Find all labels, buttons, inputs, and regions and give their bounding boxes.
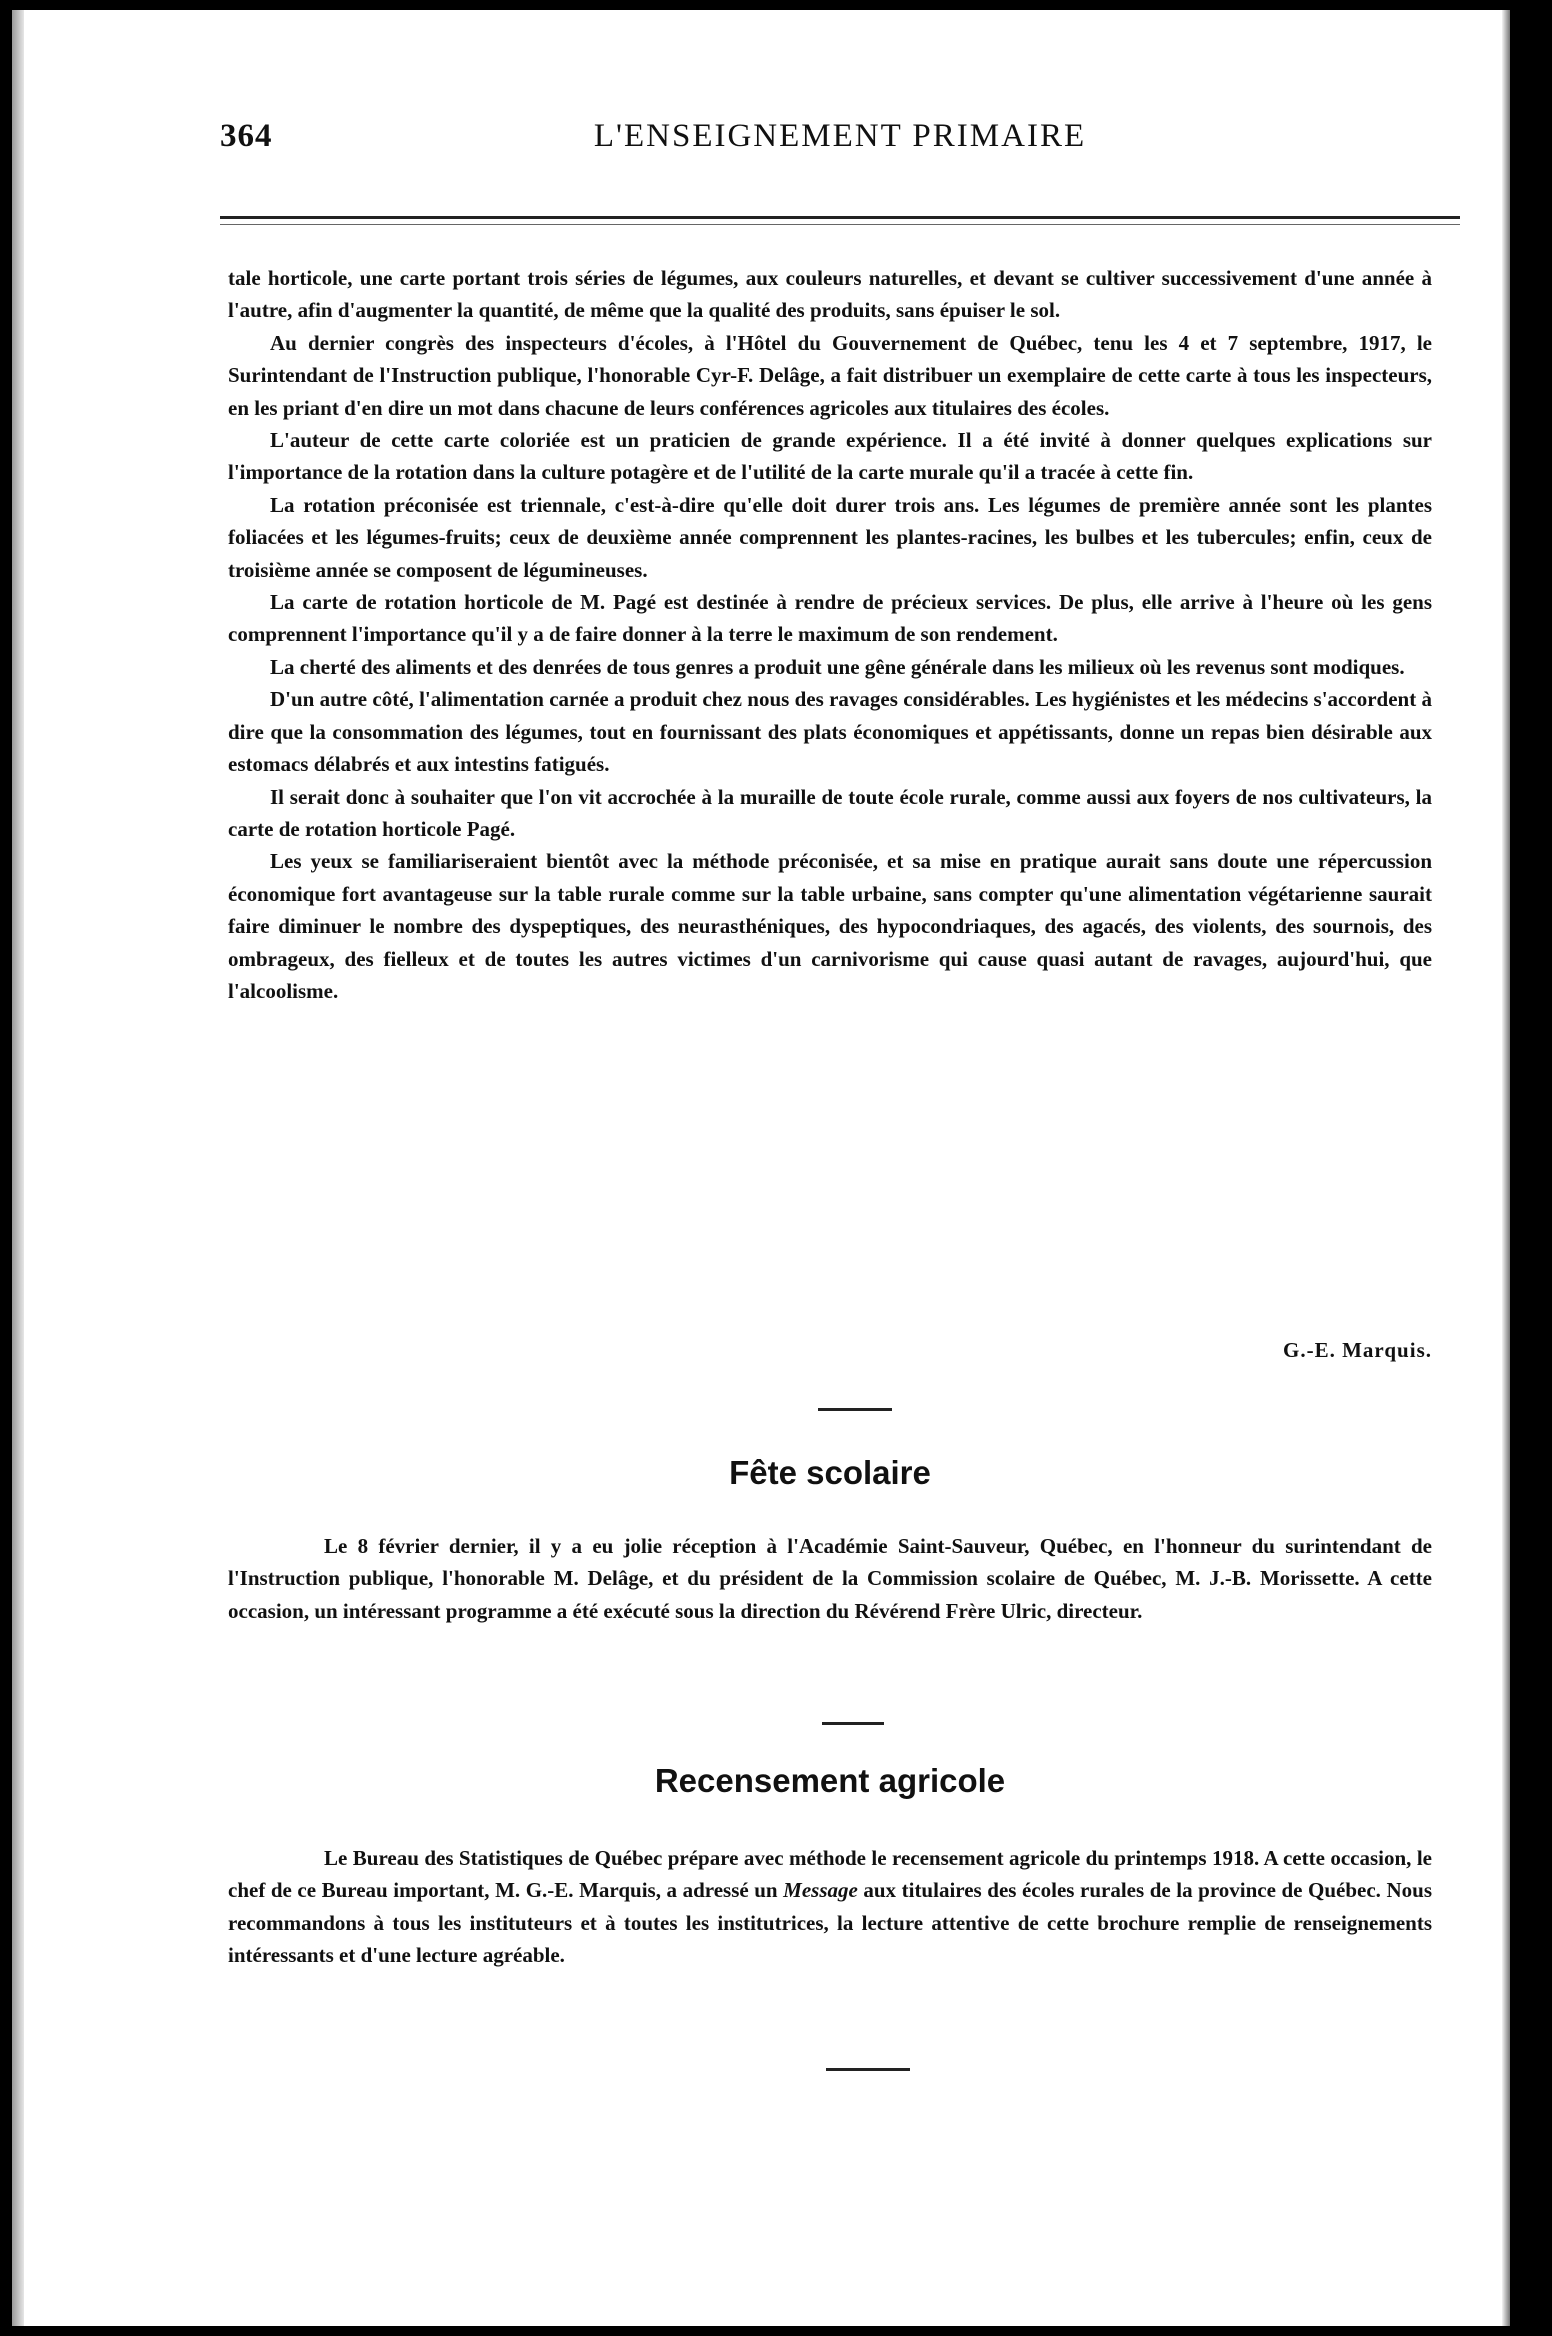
paragraph: La cherté des aliments et des denrées de tous genres a produit une gêne générale dans les milieux où les revenus sont modiques. <box>270 654 1405 679</box>
paragraph <box>228 1842 1432 1972</box>
paragraph: La carte de rotation horticole de M. Pagé est destinée à rendre de précieux services. De plus, elle arrive à l'heure où les gens comprennent l'importance qu'il y a de faire donner à la terre le maximum de son rendement. <box>228 590 1432 647</box>
text-run: aux titulaires des écoles rurales de la province de Québec. Nous recommandons à tous les instituteurs et à toutes les institutrices, la lecture attentive de cette brochure remplie de renseignements intéressants et d'une lecture agréable. <box>228 1878 1433 1968</box>
paragraph: Les yeux se familiariseraient bientôt avec la méthode préconisée, et sa mise en pratique aurait sans doute une répercussion économique fort avantageuse sur la table rurale comme sur la table urbaine, sans compter qu'une alimentation végétarienne saurait faire diminuer le nombre des dyspeptiques, des neurasthéniques, des hypocondriaques, des agacés, des violents, des sournois, des ombrageux, des fielleux et de toutes les autres victimes d'un carnivorisme qui cause quasi autant de ravages, aujourd'hui, que l'alcoolisme. <box>228 849 1432 1003</box>
section-heading-fete: Fête scolaire <box>729 1454 931 1491</box>
message-title: Message <box>783 1878 858 1903</box>
section-divider <box>822 1722 884 1725</box>
paragraph: tale horticole, une carte portant trois séries de légumes, aux couleurs naturelles, et devant se cultiver successivement d'une année à l'autre, afin d'augmenter la quantité, de même que la qualité des produits, sans épuiser le sol. <box>228 266 1432 323</box>
section-heading-recensement: Recensement agricole <box>654 1762 1006 1799</box>
section-divider <box>818 1408 892 1411</box>
paragraph: La rotation préconisée est triennale, c'est-à-dire qu'elle doit durer trois ans. Les légumes de première année sont les plantes foliacées et les légumes-fruits; ceux de deuxième année comprennent les plantes-racines, les bulbes et les tubercules; enfin, ceux de troisième année se composent de légumineuses. <box>228 492 1432 582</box>
section-paragraph-recensement <box>228 1842 1432 1972</box>
section-paragraph-fete <box>228 1530 1432 1627</box>
page-right-edge <box>1502 10 1510 2326</box>
paragraph: Le 8 février dernier, il y a eu jolie réception à l'Académie Saint-Sauveur, Québec, en l'honneur du surintendant de l'Instruction publique, l'honorable M. Delâge, et du président de la Commission scolaire de Québec, M. J.-B. Morissette. A cette occasion, un intéressant programme a été exécuté sous la direction du Révérend Frère Ulric, directeur. <box>228 1534 1432 1623</box>
author-signature: G.-E. Marquis. <box>1283 1338 1432 1362</box>
running-title: L'ENSEIGNEMENT PRIMAIRE <box>593 118 1087 154</box>
paragraph: D'un autre côté, l'alimentation carnée a produit chez nous des ravages considérables. Les hygiénistes et les médecins s'accordent à dire que la consommation des légumes, tout en fournissant des plats économiques et appétissants, donne un repas bien désirable aux estomacs délabrés et aux intestins fatigués. <box>228 687 1432 777</box>
running-header <box>220 118 1460 168</box>
section-divider <box>826 2068 910 2071</box>
paragraph: L'auteur de cette carte coloriée est un praticien de grande expérience. Il a été invité à donner quelques explications sur l'importance de la rotation dans la culture potagère et de l'utilité de la carte murale qu'il a tracée à cette fin. <box>228 428 1432 485</box>
article-body <box>228 262 1432 1007</box>
page-number: 364 <box>220 118 273 154</box>
header-rule <box>220 216 1460 225</box>
paragraph: Au dernier congrès des inspecteurs d'écoles, à l'Hôtel du Gouvernement de Québec, tenu les 4 et 7 septembre, 1917, le Surintendant de l'Instruction publique, l'honorable Cyr-F. Delâge, a fait distribuer un exemplaire de cette carte à tous les inspecteurs, en les priant d'en dire un mot dans chacune de leurs conférences agricoles aux titulaires des écoles. <box>228 330 1432 420</box>
text-run: Le Bureau des Statistiques de Québec prépare avec méthode le recensement agricole du printemps 1918. A cette occasion, le chef de ce Bureau important, M. G.-E. Marquis, a adressé un <box>228 1846 1432 1903</box>
paragraph: Il serait donc à souhaiter que l'on vit accrochée à la muraille de toute école rurale, comme aussi aux foyers de nos cultivateurs, la carte de rotation horticole Pagé. <box>228 784 1432 841</box>
page-left-edge <box>12 10 24 2326</box>
